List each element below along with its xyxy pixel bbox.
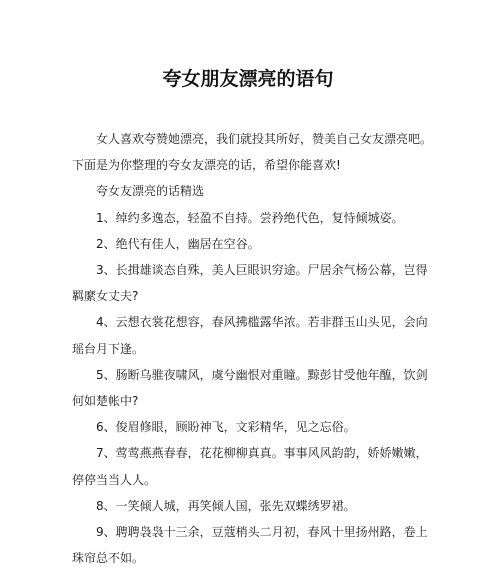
list-item-line: 6、俊眉修眼，顾盼神飞，文彩精华，见之忘俗。 <box>96 420 356 435</box>
list-item-line: 3、长揖雄谈态自殊，美人巨眼识穷途。尸居余气杨公幕，岂得 <box>96 263 428 278</box>
list-item-line: 羁縻女丈夫? <box>72 289 139 304</box>
list-item <box>72 414 424 440</box>
intro-line: 女人喜欢夸赞她漂亮，我们就投其所好，赞美自己女友漂亮吧。 <box>96 132 433 146</box>
list-item <box>72 362 428 414</box>
list-item <box>72 309 428 361</box>
list-item-line: 何如楚帐中? <box>72 394 139 409</box>
list-item-line: 珠帘总不如。 <box>72 551 145 566</box>
page-title: 夸女朋友漂亮的语句 <box>162 68 334 90</box>
list-item-line: 停停当当人人。 <box>72 472 157 487</box>
list-item-line: 8、一笑倾人城，再笑倾人国，张先双蝶绣罗裙。 <box>96 498 356 513</box>
list-item <box>72 519 428 571</box>
list-item <box>72 231 424 257</box>
list-item <box>72 440 428 492</box>
intro-paragraph <box>72 126 433 178</box>
list-item-line: 7、莺莺燕燕春春，花花柳柳真真。事事风风韵韵，娇娇嫩嫩， <box>96 446 428 461</box>
list-item <box>72 493 424 519</box>
list-item-line: 5、肠断乌骓夜啸风，虞兮幽恨对重瞳。黥彭甘受他年醢，饮剑 <box>96 367 428 382</box>
list-item <box>72 205 424 231</box>
list-item-line: 1、绰约多逸态，轻盈不自持。尝矜绝代色，复恃倾城姿。 <box>96 210 404 225</box>
list-item <box>72 257 428 309</box>
article-body <box>72 126 433 571</box>
intro-line: 下面是为你整理的夸女友漂亮的话，希望你能喜欢! <box>72 158 341 173</box>
list-item-line: 4、云想衣裳花想容，春风拂槛露华浓。若非群玉山头见，会向 <box>96 315 428 330</box>
list-item-line: 2、绝代有佳人，幽居在空谷。 <box>96 236 260 251</box>
section-heading: 夸女友漂亮的话精选 <box>96 184 205 199</box>
list-item-line: 瑶台月下逢。 <box>72 341 145 356</box>
list-item-line: 9、聘聘袅袅十三余，豆蔻梢头二月初，春风十里扬州路，卷上 <box>96 525 428 540</box>
